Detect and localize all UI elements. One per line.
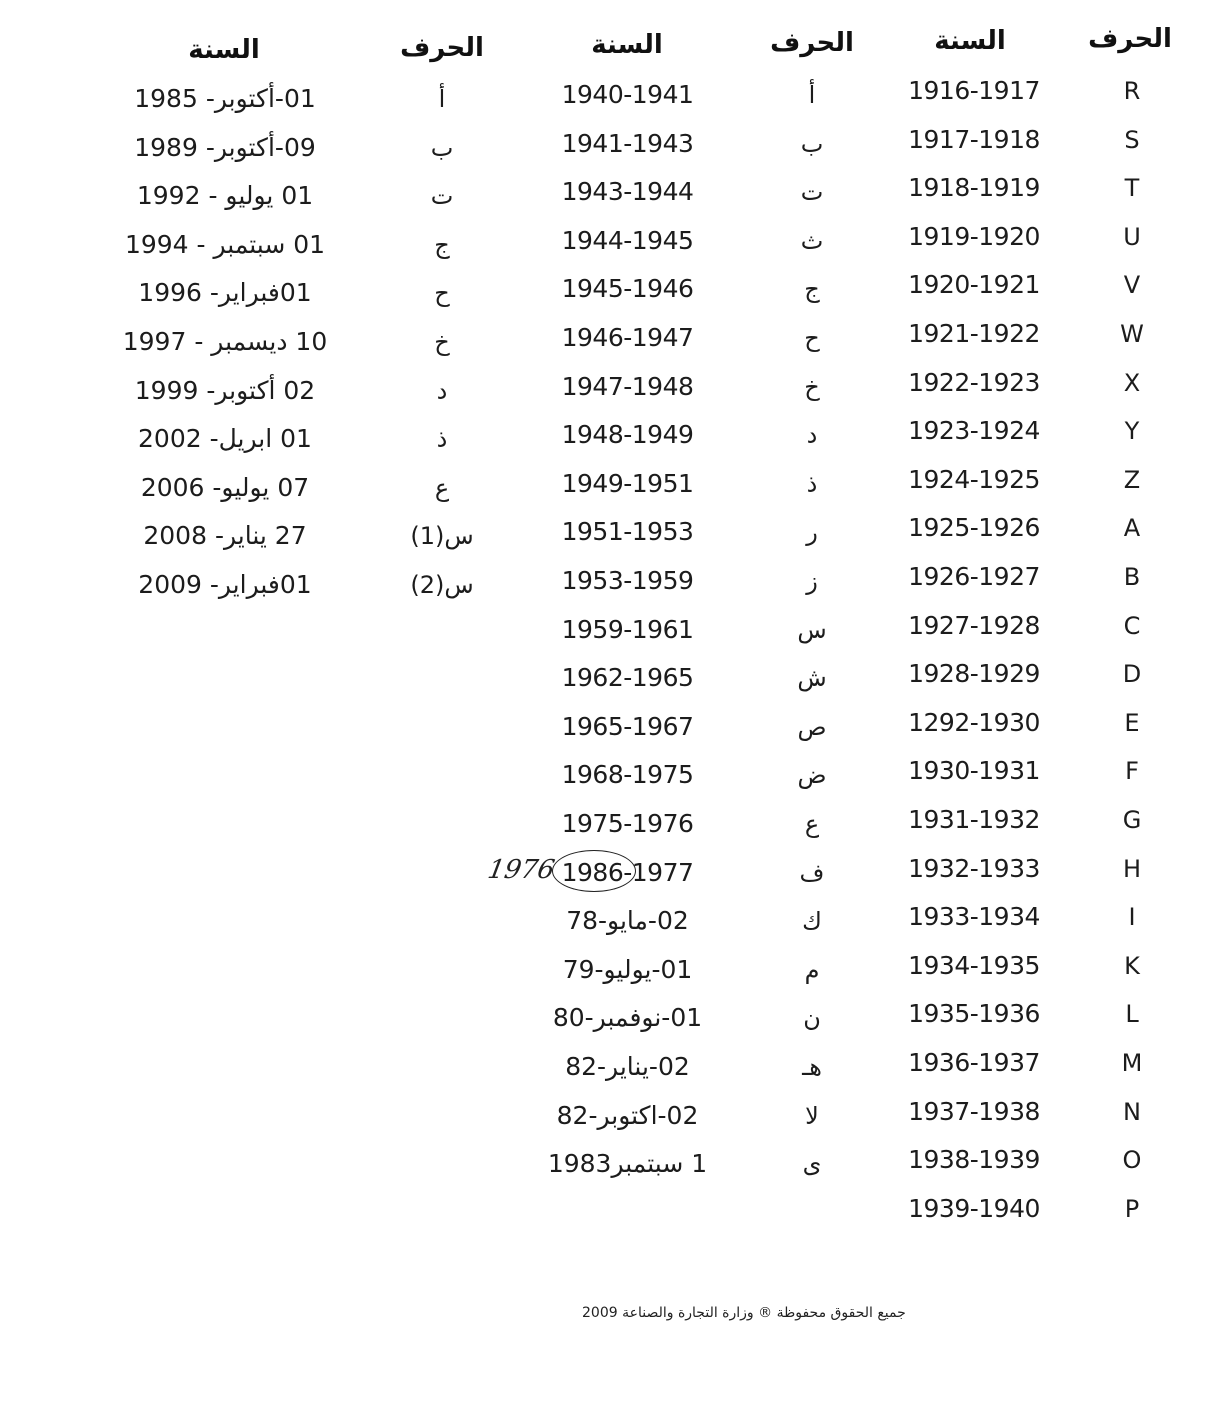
copyright-footer: جميع الحقوق محفوظة ® وزارة التجارة والصناعة 2009 xyxy=(582,1305,906,1321)
table-cell-letter: ح xyxy=(804,324,820,352)
table-cell-year: 1926-1927 xyxy=(908,562,1040,591)
table-cell-year: 1916-1917 xyxy=(908,76,1040,105)
table-cell-year: 1928-1929 xyxy=(908,659,1040,689)
table-cell-letter: ف xyxy=(799,858,825,887)
table-cell-letter: خ xyxy=(804,372,820,401)
table-cell-letter: E xyxy=(1124,708,1140,737)
table-cell-letter: Y xyxy=(1124,417,1140,446)
table-cell-letter: Z xyxy=(1123,465,1141,494)
table-cell-letter: أ xyxy=(808,81,816,109)
table-cell-year: 1936-1937 xyxy=(908,1048,1040,1077)
table-cell-letter: ذ xyxy=(806,469,818,498)
table-cell-year: 1986-1977 xyxy=(561,857,694,887)
table-cell-letter: د xyxy=(436,376,448,405)
table-cell-letter: ع xyxy=(804,810,820,838)
table-cell-year: 27 يناير- 2008 xyxy=(143,521,307,551)
table-cell-letter: س(1) xyxy=(410,522,474,551)
table-cell-letter: ر xyxy=(806,518,818,547)
table-cell-letter: هـ xyxy=(802,1053,822,1081)
table-cell-year: 1937-1938 xyxy=(908,1096,1040,1126)
table-cell-year: 02-اكتوبر-82 xyxy=(556,1100,699,1130)
header-year-middle: السنة xyxy=(591,30,663,60)
table-cell-letter: د xyxy=(806,421,818,450)
table-cell-letter: K xyxy=(1124,951,1140,980)
header-year-right: السنة xyxy=(934,26,1006,56)
table-cell-year: 1975-1976 xyxy=(561,809,694,838)
table-cell-letter: ت xyxy=(430,182,454,211)
header-letter-middle: الحرف xyxy=(770,28,854,58)
header-letter-left: الحرف xyxy=(400,33,484,63)
circle-mark xyxy=(552,850,636,892)
table-cell-year: 1921-1922 xyxy=(908,319,1040,348)
table-cell-year: 01فبراير- 1996 xyxy=(138,278,312,308)
table-cell-year: 1962-1965 xyxy=(561,663,694,693)
table-cell-letter: ز xyxy=(806,567,818,595)
table-cell-year: 10 ديسمبر - 1997 xyxy=(122,327,328,356)
table-cell-letter: C xyxy=(1123,611,1141,640)
table-cell-letter: W xyxy=(1120,320,1144,348)
table-cell-year: 1927-1928 xyxy=(908,610,1040,640)
table-cell-year: 1923-1924 xyxy=(908,416,1040,446)
table-cell-year: 07 يوليو- 2006 xyxy=(140,472,310,502)
table-cell-letter: P xyxy=(1124,1194,1140,1223)
table-cell-letter: ب xyxy=(430,133,454,162)
table-cell-letter: F xyxy=(1125,757,1139,786)
table-cell-letter: V xyxy=(1123,271,1141,300)
table-cell-year: 01فبراير- 2009 xyxy=(138,570,312,599)
table-cell-year: 01 ابريل- 2002 xyxy=(138,424,312,454)
table-cell-letter: X xyxy=(1123,368,1141,397)
table-cell-letter: G xyxy=(1122,806,1142,834)
table-cell-letter: U xyxy=(1123,222,1141,251)
table-cell-letter: B xyxy=(1123,563,1141,591)
table-cell-letter: س(2) xyxy=(410,571,474,599)
table-cell-letter: ص xyxy=(797,712,827,741)
table-cell-year: 1953-1959 xyxy=(561,566,694,595)
table-cell-letter: لا xyxy=(805,1101,819,1130)
table-cell-letter: R xyxy=(1123,77,1141,105)
table-cell-year: 02 أكتوبر- 1999 xyxy=(134,375,316,405)
table-cell-letter: ث xyxy=(800,226,824,255)
table-cell-letter: T xyxy=(1124,174,1140,203)
header-letter-right: الحرف xyxy=(1088,24,1172,54)
table-cell-year: 1918-1919 xyxy=(908,173,1040,203)
table-cell-year: 02-مايو-78 xyxy=(566,906,689,936)
table-cell-letter: ج xyxy=(434,230,450,259)
table-cell-year: 1951-1953 xyxy=(561,517,694,547)
table-cell-year: 01 يوليو - 1992 xyxy=(136,181,314,211)
table-cell-year: 1945-1946 xyxy=(561,274,694,304)
table-cell-year: 1944-1945 xyxy=(561,225,694,255)
table-cell-year: 1938-1939 xyxy=(908,1145,1040,1175)
table-cell-year: 01 سبتمبر - 1994 xyxy=(124,229,326,259)
table-cell-letter: ذ xyxy=(436,425,448,454)
table-cell-year: 1946-1947 xyxy=(561,323,694,352)
table-cell-letter: L xyxy=(1125,1000,1139,1029)
table-cell-year: 1968-1975 xyxy=(561,760,694,790)
table-cell-year: 1919-1920 xyxy=(908,221,1040,251)
table-cell-year: 1939-1940 xyxy=(908,1193,1040,1223)
table-cell-year: 1920-1921 xyxy=(908,270,1040,300)
table-cell-letter: ض xyxy=(797,761,827,790)
table-cell-year: 1930-1931 xyxy=(908,756,1040,786)
table-cell-year: 1948-1949 xyxy=(561,420,694,450)
table-cell-year: 1940-1941 xyxy=(561,80,694,109)
table-cell-letter: ج xyxy=(804,275,820,304)
table-cell-year: 1931-1932 xyxy=(908,805,1040,834)
table-cell-year: 09-أكتوبر- 1989 xyxy=(134,132,316,162)
table-cell-year: 1935-1936 xyxy=(908,999,1040,1029)
clipped-text-fragment xyxy=(125,0,685,4)
table-cell-letter: ك xyxy=(802,907,822,936)
table-cell-letter: M xyxy=(1121,1049,1143,1077)
table-cell-year: 1925-1926 xyxy=(908,513,1040,543)
table-cell-letter: S xyxy=(1124,125,1140,154)
table-cell-year: 1943-1944 xyxy=(561,177,694,207)
table-cell-year: 1 سبتمبر1983 xyxy=(547,1149,708,1179)
table-cell-letter: ن xyxy=(803,1004,821,1033)
table-cell-letter: ب xyxy=(800,129,824,158)
table-cell-letter: س xyxy=(797,615,827,644)
table-cell-year: 01-نوفمبر-80 xyxy=(552,1003,703,1033)
header-year-left: السنة xyxy=(188,35,260,65)
table-cell-year: 1934-1935 xyxy=(908,950,1040,980)
table-cell-year: 01-يوليو-79 xyxy=(562,954,693,984)
table-cell-letter: خ xyxy=(434,328,450,356)
table-cell-year: 02-يناير-82 xyxy=(565,1052,690,1081)
table-cell-year: 1924-1925 xyxy=(908,464,1040,494)
table-cell-letter: A xyxy=(1123,514,1141,543)
table-cell-year: 1933-1934 xyxy=(908,902,1040,932)
table-cell-letter: D xyxy=(1122,660,1142,689)
table-cell-year: 1941-1943 xyxy=(561,128,694,158)
table-cell-year: 01-أكتوبر- 1985 xyxy=(134,84,316,113)
table-cell-letter: H xyxy=(1122,854,1142,883)
table-cell-year: 1947-1948 xyxy=(561,371,694,401)
table-cell-letter: ى xyxy=(802,1150,822,1179)
table-cell-year: 1959-1961 xyxy=(561,614,694,644)
handwritten-annotation: 1976 xyxy=(485,855,557,885)
table-cell-year: 1965-1967 xyxy=(561,711,694,741)
table-cell-letter: ع xyxy=(434,473,450,502)
table-cell-letter: ش xyxy=(797,664,827,693)
table-cell-year: 1932-1933 xyxy=(908,853,1040,883)
table-cell-letter: أ xyxy=(438,85,446,113)
table-cell-year: 1922-1923 xyxy=(908,367,1040,397)
table-cell-letter: I xyxy=(1128,903,1136,932)
table-cell-letter: O xyxy=(1122,1146,1142,1175)
table-cell-letter: ح xyxy=(434,279,450,308)
table-cell-year: 1917-1918 xyxy=(908,124,1040,154)
table-cell-letter: م xyxy=(804,955,820,984)
table-cell-letter: N xyxy=(1123,1097,1141,1126)
table-cell-year: 1949-1951 xyxy=(561,468,694,498)
table-cell-year: 1292-1930 xyxy=(908,707,1040,737)
table-cell-letter: ت xyxy=(800,178,824,207)
